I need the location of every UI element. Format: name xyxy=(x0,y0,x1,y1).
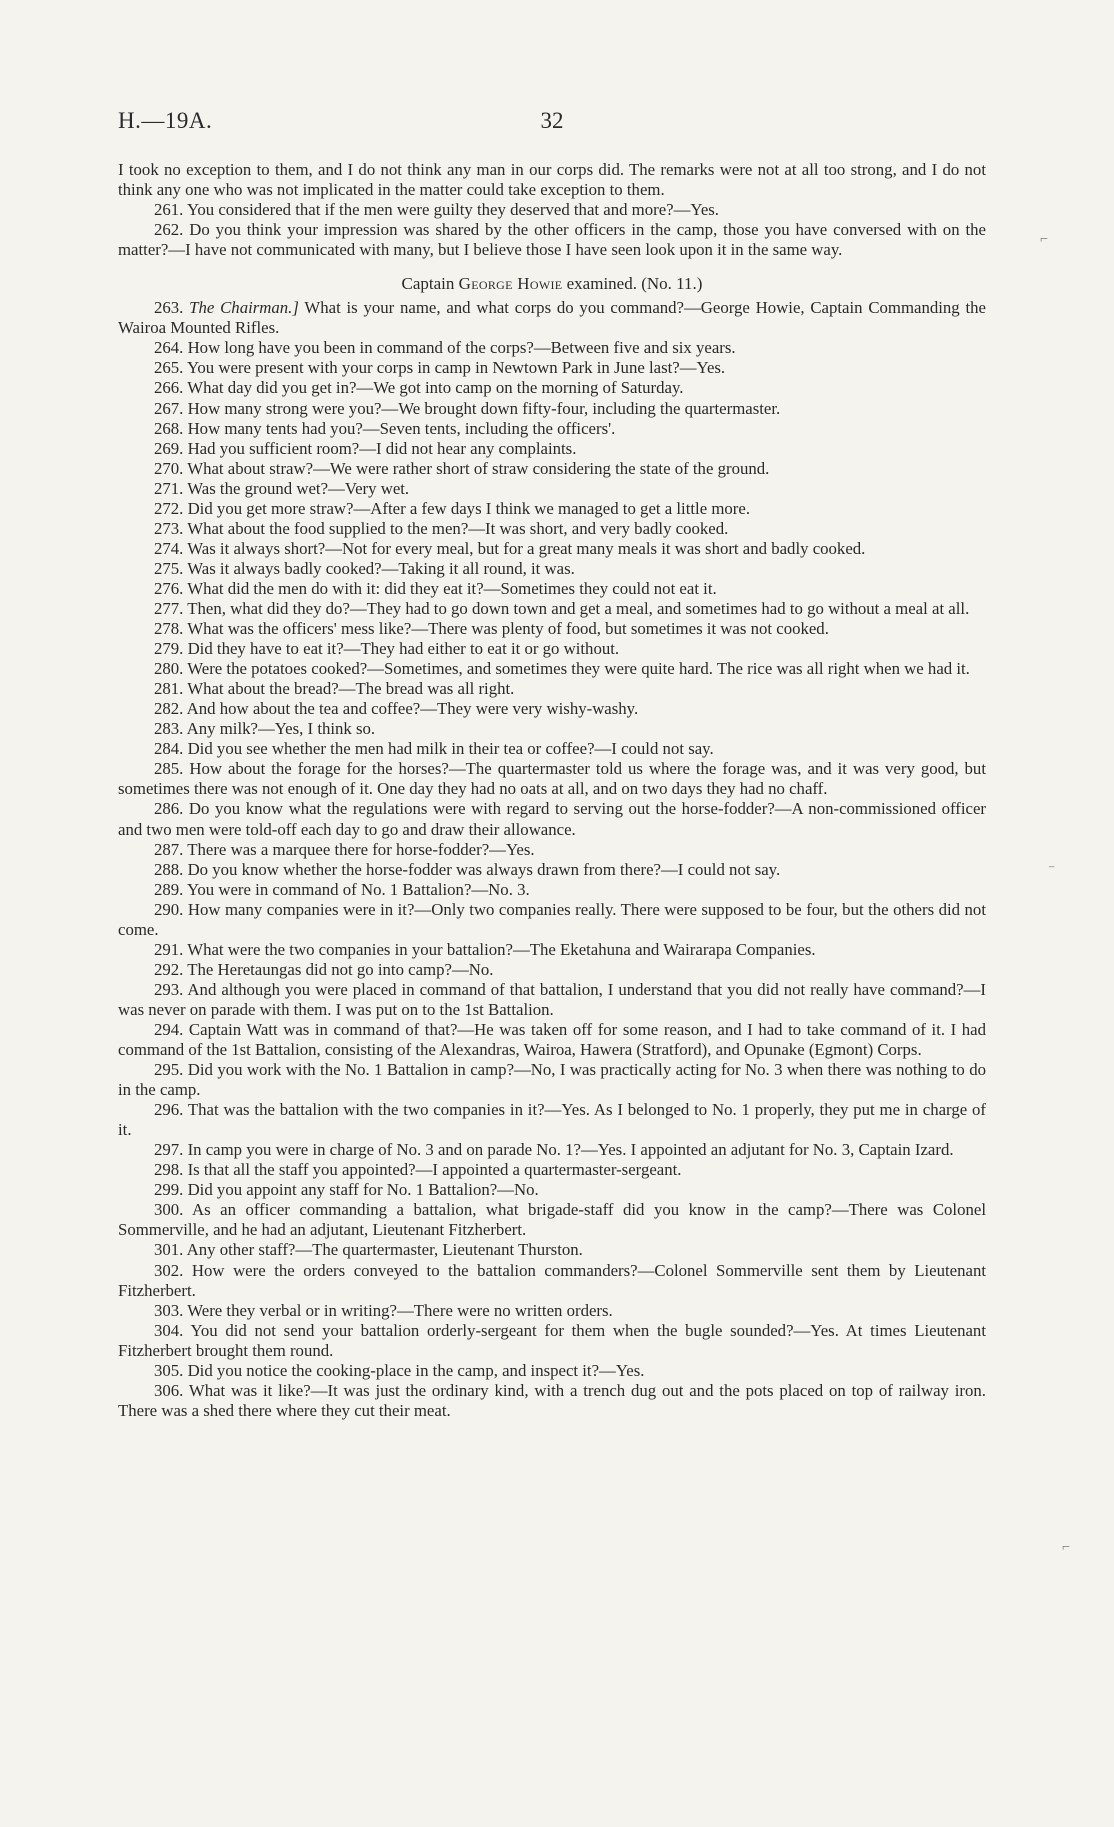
question-answer: 285. How about the forage for the horses?—The quartermaster told us where the forage was, and it was very good, but sometimes there was not enough of it. One day they had no oats at all, and on two days they had no chaff. xyxy=(118,759,986,799)
question-answer: 261. You considered that if the men were guilty they deserved that and more?—Yes. xyxy=(154,200,720,220)
question-answer: 267. How many strong were you?—We brought down fifty-four, including the quartermaster. xyxy=(154,398,781,418)
question-answer: 293. And although you were placed in command of that battalion, I understand that you did not really have command?—I was never on parade with them. I was put on to the 1st Battalion. xyxy=(118,979,986,1019)
question-answer: 303. Were they verbal or in writing?—There were no written orders. xyxy=(154,1300,613,1320)
question-answer: 277. Then, what did they do?—They had to go down town and get a meal, and sometimes had to go without a meal at all. xyxy=(154,598,970,618)
question-answer: 302. How were the orders conveyed to the battalion commanders?—Colonel Sommerville sent them by Lieutenant Fitzherbert. xyxy=(118,1260,986,1300)
question-text: What is your name, and what corps do you command?—George Howie, Captain Commanding the Wairoa Mounted Rifles. xyxy=(118,298,986,338)
question-answer: 284. Did you see whether the men had milk in their tea or coffee?—I could not say. xyxy=(154,739,714,759)
question-answer: 268. How many tents had you?—Seven tents, including the officers'. xyxy=(154,418,616,438)
question-answer: 290. How many companies were in it?—Only two companies really. There were supposed to be four, but the others did not come. xyxy=(118,899,986,939)
question-answer: 301. Any other staff?—The quartermaster, Lieutenant Thurston. xyxy=(154,1240,583,1260)
witness-heading xyxy=(118,274,986,294)
speaker-label: The Chairman.] xyxy=(189,298,299,318)
opening-paragraph: I took no exception to them, and I do not think any man in our corps did. The remarks were not at all too strong, and I do not think any one who was not implicated in the matter could take exception to them. xyxy=(118,160,986,200)
margin-mark: ⌐ xyxy=(1040,232,1048,247)
body-text xyxy=(118,160,986,1421)
question-answer: 291. What were the two companies in your battalion?—The Eketahuna and Wairarapa Companies. xyxy=(154,939,816,959)
heading-prefix: Captain xyxy=(401,274,455,294)
question-answer: 300. As an officer commanding a battalion, what brigade-staff did you know in the camp?—There was Colonel Sommerville, and he had an adjutant, Lieutenant Fitzherbert. xyxy=(118,1200,986,1240)
question-answer: 280. Were the potatoes cooked?—Sometimes, and sometimes they were quite hard. The rice was all right when we had it. xyxy=(154,659,970,679)
question-answer: 275. Was it always badly cooked?—Taking it all round, it was. xyxy=(154,558,575,578)
question-answer: 269. Had you sufficient room?—I did not hear any complaints. xyxy=(154,438,577,458)
question-list-before-heading xyxy=(118,200,986,260)
question-answer: 299. Did you appoint any staff for No. 1 Battalion?—No. xyxy=(154,1180,539,1200)
question-answer: 288. Do you know whether the horse-fodder was always drawn from there?—I could not say. xyxy=(154,859,781,879)
question-answer: 286. Do you know what the regulations were with regard to serving out the horse-fodder?—A non-commissioned officer and two men were told-off each day to go and draw their allowance. xyxy=(118,799,986,839)
question-answer: 289. You were in command of No. 1 Battalion?—No. 3. xyxy=(154,879,530,899)
question-answer: 305. Did you notice the cooking-place in the camp, and inspect it?—Yes. xyxy=(154,1360,645,1380)
question-answer: 304. You did not send your battalion orderly-sergeant for them when the bugle sounded?—Yes. At times Lieutenant Fitzherbert brought them round. xyxy=(118,1320,986,1360)
question-answer: 306. What was it like?—It was just the ordinary kind, with a trench dug out and the pots placed on top of railway iron. There was a shed there where they cut their meat. xyxy=(118,1380,986,1420)
question-answer: 298. Is that all the staff you appointed?—I appointed a quartermaster-sergeant. xyxy=(154,1160,682,1180)
page-number: 32 xyxy=(540,108,564,133)
document-reference: H.—19A. xyxy=(118,108,213,133)
question-answer: 296. That was the battalion with the two companies in it?—Yes. As I belonged to No. 1 properly, they put me in charge of it. xyxy=(118,1100,986,1140)
question-answer: 279. Did they have to eat it?—They had either to eat it or go without. xyxy=(154,639,620,659)
question-answer: 297. In camp you were in charge of No. 3 and on parade No. 1?—Yes. I appointed an adjutant for No. 3, Captain Izard. xyxy=(154,1140,954,1160)
question-answer: 278. What was the officers' mess like?—There was plenty of food, but sometimes it was not cooked. xyxy=(154,619,829,639)
margin-mark: ⌐ xyxy=(1062,1540,1070,1555)
question-answer: 276. What did the men do with it: did they eat it?—Sometimes they could not eat it. xyxy=(154,578,717,598)
question-answer: 270. What about straw?—We were rather short of straw considering the state of the ground. xyxy=(154,458,770,478)
question-answer: 281. What about the bread?—The bread was all right. xyxy=(154,679,515,699)
question-answer: 274. Was it always short?—Not for every meal, but for a great many meals it was short and badly cooked. xyxy=(154,538,866,558)
question-number: 263. xyxy=(154,298,184,318)
heading-suffix: examined. (No. 11.) xyxy=(566,274,703,294)
question-answer: 273. What about the food supplied to the men?—It was short, and very badly cooked. xyxy=(154,518,729,538)
running-head xyxy=(118,108,986,140)
question-answer: 272. Did you get more straw?—After a few days I think we managed to get a little more. xyxy=(154,498,751,518)
margin-mark: ⁻ xyxy=(1048,863,1056,878)
question-answer: 287. There was a marquee there for horse-fodder?—Yes. xyxy=(154,839,535,859)
question-answer: 266. What day did you get in?—We got into camp on the morning of Saturday. xyxy=(154,378,684,398)
question-list xyxy=(118,338,986,1421)
question-answer: 271. Was the ground wet?—Very wet. xyxy=(154,478,410,498)
question-answer: 265. You were present with your corps in camp in Newtown Park in June last?—Yes. xyxy=(154,358,726,378)
question-answer: 264. How long have you been in command of the corps?—Between five and six years. xyxy=(154,338,736,358)
first-question xyxy=(118,298,986,338)
question-answer: 294. Captain Watt was in command of that?—He was taken off for some reason, and I had to take command of it. I had command of the 1st Battalion, consisting of the Alexandras, Wairoa, Hawera (Stratford), and Opunake (Egmont) Corps. xyxy=(118,1019,986,1060)
question-answer: 292. The Heretaungas did not go into camp?—No. xyxy=(154,959,494,979)
question-answer: 262. Do you think your impression was shared by the other officers in the camp, those you have conversed with on the matter?—I have not communicated with many, but I believe those I have seen look upon it in the same way. xyxy=(118,220,986,260)
question-answer: 295. Did you work with the No. 1 Battalion in camp?—No, I was practically acting for No. 3 when there was nothing to do in the camp. xyxy=(118,1060,986,1100)
witness-name: George Howie xyxy=(458,274,563,294)
question-answer: 282. And how about the tea and coffee?—They were very wishy-washy. xyxy=(154,699,639,719)
question-answer: 283. Any milk?—Yes, I think so. xyxy=(154,719,376,739)
